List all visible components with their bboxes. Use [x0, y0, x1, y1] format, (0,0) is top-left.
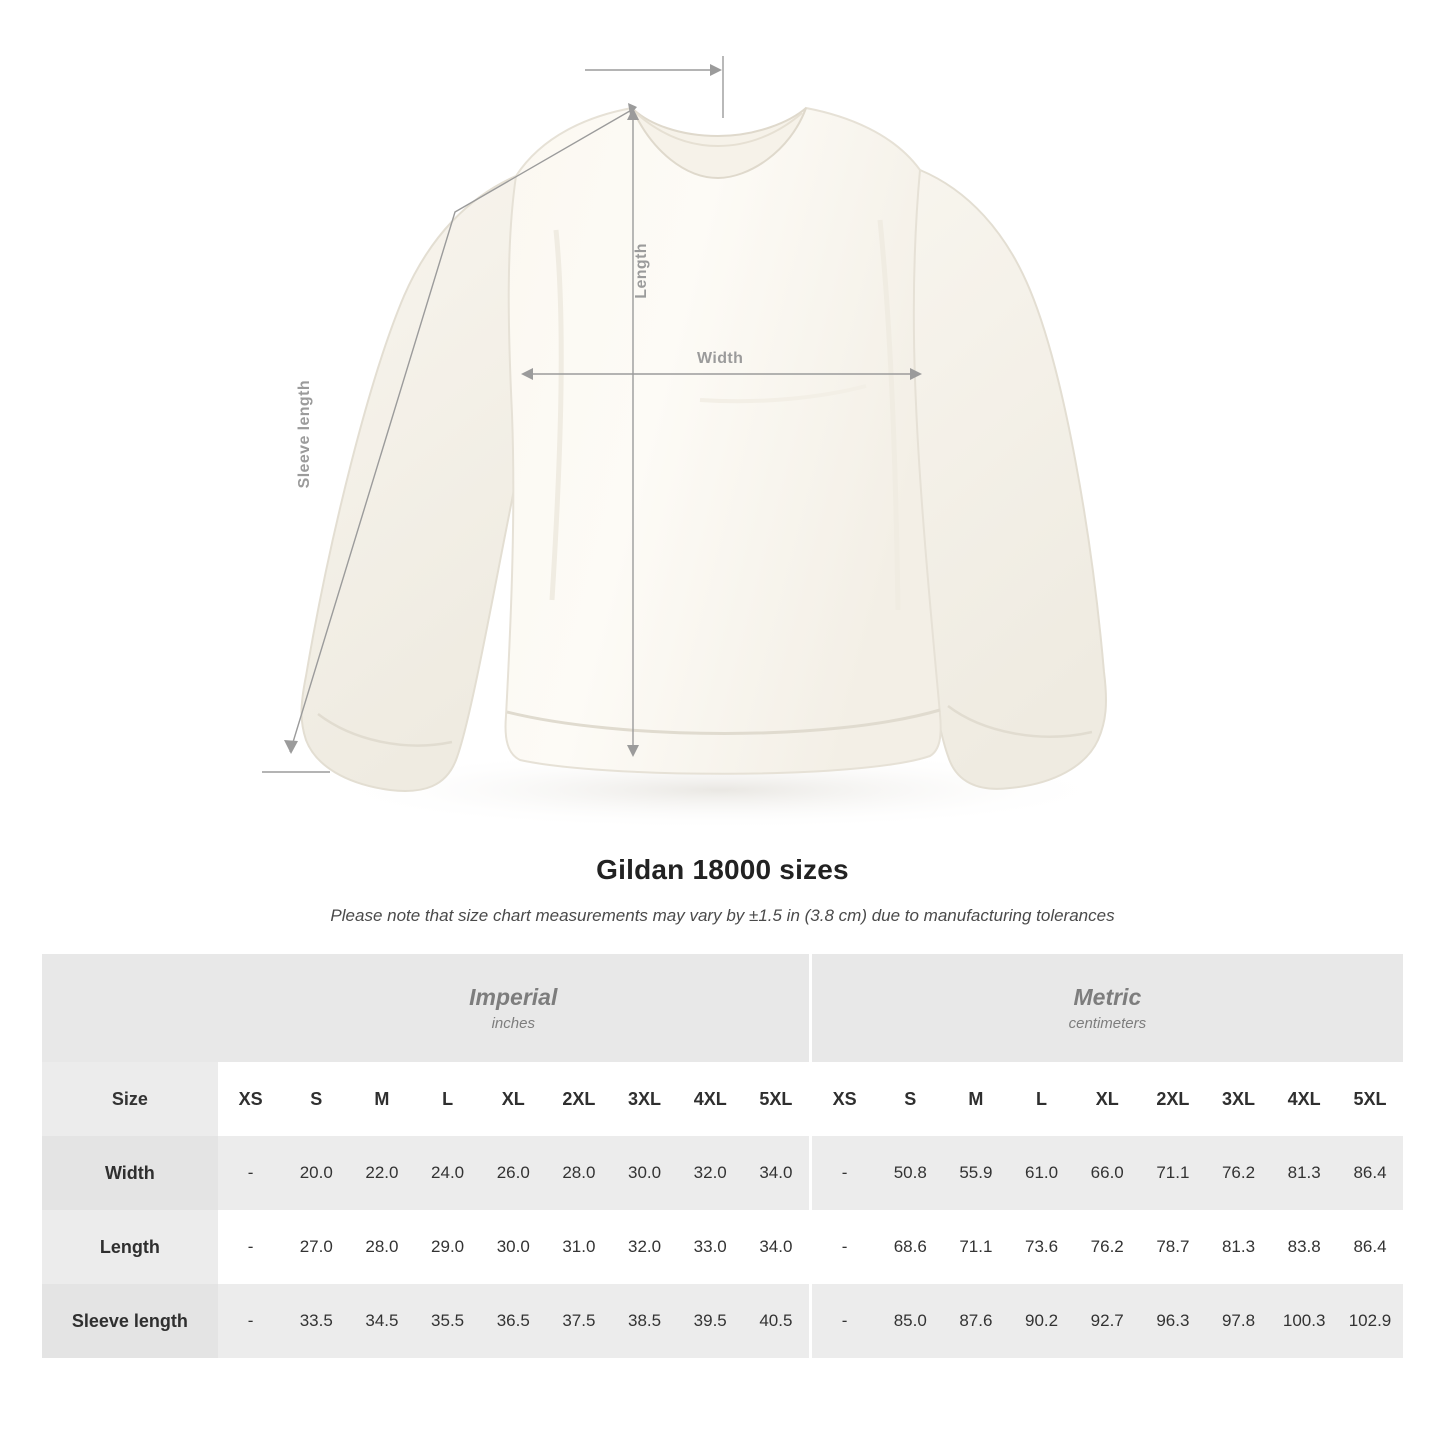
body [506, 108, 941, 774]
imperial-header-title: Imperial [469, 983, 558, 1010]
size-header-metric-4xl: 4XL [1271, 1062, 1337, 1136]
size-header-imperial-s: S [283, 1062, 349, 1136]
size-header-imperial-m: M [349, 1062, 415, 1136]
cell-imperial: 33.0 [677, 1210, 743, 1284]
cell-metric: 102.9 [1337, 1284, 1403, 1358]
left-sleeve [302, 176, 535, 791]
unit-header-row [42, 954, 1403, 1062]
size-header-metric-xs: XS [812, 1062, 878, 1136]
row-label: Width [42, 1136, 218, 1210]
size-header-imperial-xs: XS [218, 1062, 284, 1136]
cell-imperial: 34.5 [349, 1284, 415, 1358]
row-label: Sleeve length [42, 1284, 218, 1358]
metric-header-title: Metric [1073, 983, 1142, 1010]
cell-metric: 83.8 [1271, 1210, 1337, 1284]
cell-imperial: 32.0 [612, 1210, 678, 1284]
cell-metric: - [812, 1284, 878, 1358]
cell-imperial: 30.0 [480, 1210, 546, 1284]
cell-imperial: 33.5 [283, 1284, 349, 1358]
cell-metric: 85.0 [877, 1284, 943, 1358]
row-label: Length [42, 1210, 218, 1284]
cell-imperial: 35.5 [415, 1284, 481, 1358]
cell-imperial: - [218, 1210, 284, 1284]
width-label: Width [697, 350, 744, 367]
cell-metric: 90.2 [1009, 1284, 1075, 1358]
metric-header [812, 954, 1403, 1062]
size-header-metric-5xl: 5XL [1337, 1062, 1403, 1136]
cell-metric: 71.1 [1140, 1136, 1206, 1210]
cell-metric: 73.6 [1009, 1210, 1075, 1284]
size-table-container [0, 954, 1445, 1358]
size-header-imperial-2xl: 2XL [546, 1062, 612, 1136]
size-table [42, 954, 1403, 1358]
cell-metric: 55.9 [943, 1136, 1009, 1210]
cell-metric: 78.7 [1140, 1210, 1206, 1284]
unit-header-spacer [42, 954, 218, 1062]
table-row [42, 1136, 1403, 1210]
size-header-imperial-xl: XL [480, 1062, 546, 1136]
cell-metric: 66.0 [1074, 1136, 1140, 1210]
cell-imperial: 20.0 [283, 1136, 349, 1210]
cell-imperial: 24.0 [415, 1136, 481, 1210]
cell-metric: 76.2 [1206, 1136, 1272, 1210]
cell-imperial: 34.0 [743, 1136, 809, 1210]
cell-imperial: 32.0 [677, 1136, 743, 1210]
metric-header-subtitle: centimeters [1068, 1015, 1147, 1033]
cell-metric: - [812, 1136, 878, 1210]
cell-metric: 87.6 [943, 1284, 1009, 1358]
cell-metric: 97.8 [1206, 1284, 1272, 1358]
cell-imperial: 37.5 [546, 1284, 612, 1358]
size-header-imperial-5xl: 5XL [743, 1062, 809, 1136]
length-label: Length [633, 243, 650, 299]
cell-metric: 76.2 [1074, 1210, 1140, 1284]
size-header-metric-2xl: 2XL [1140, 1062, 1206, 1136]
size-header-metric-l: L [1009, 1062, 1075, 1136]
cell-imperial: 30.0 [612, 1136, 678, 1210]
cell-imperial: - [218, 1136, 284, 1210]
cell-imperial: 26.0 [480, 1136, 546, 1210]
size-header-imperial-l: L [415, 1062, 481, 1136]
size-header-metric-m: M [943, 1062, 1009, 1136]
cell-imperial: 34.0 [743, 1210, 809, 1284]
cell-metric: 96.3 [1140, 1284, 1206, 1358]
cell-metric: 81.3 [1206, 1210, 1272, 1284]
cell-metric: 86.4 [1337, 1210, 1403, 1284]
size-header-metric-s: S [877, 1062, 943, 1136]
cell-metric: 71.1 [943, 1210, 1009, 1284]
tolerance-note: Please note that size chart measurements may vary by ±1.5 in (3.8 cm) due to manufacturing tolerances [330, 906, 1115, 925]
cell-metric: 100.3 [1271, 1284, 1337, 1358]
cell-imperial: 31.0 [546, 1210, 612, 1284]
size-header-imperial-3xl: 3XL [612, 1062, 678, 1136]
cell-metric: 68.6 [877, 1210, 943, 1284]
cell-metric: 61.0 [1009, 1136, 1075, 1210]
row-header-size: Size [42, 1062, 218, 1136]
cell-imperial: - [218, 1284, 284, 1358]
cell-imperial: 39.5 [677, 1284, 743, 1358]
size-header-row [42, 1062, 1403, 1136]
cell-imperial: 22.0 [349, 1136, 415, 1210]
cell-metric: 92.7 [1074, 1284, 1140, 1358]
table-row [42, 1284, 1403, 1358]
cell-imperial: 40.5 [743, 1284, 809, 1358]
shoulder-leader [585, 56, 723, 118]
cell-metric: - [812, 1210, 878, 1284]
cell-metric: 86.4 [1337, 1136, 1403, 1210]
imperial-header [218, 954, 809, 1062]
size-header-imperial-4xl: 4XL [677, 1062, 743, 1136]
cell-imperial: 28.0 [546, 1136, 612, 1210]
cell-imperial: 36.5 [480, 1284, 546, 1358]
page-title: Gildan 18000 sizes [596, 854, 849, 885]
table-row [42, 1210, 1403, 1284]
cell-metric: 81.3 [1271, 1136, 1337, 1210]
imperial-header-subtitle: inches [491, 1015, 535, 1033]
size-header-metric-3xl: 3XL [1206, 1062, 1272, 1136]
cell-imperial: 29.0 [415, 1210, 481, 1284]
cell-imperial: 28.0 [349, 1210, 415, 1284]
cell-imperial: 38.5 [612, 1284, 678, 1358]
cell-metric: 50.8 [877, 1136, 943, 1210]
sleeve-length-label: Sleeve length [296, 380, 313, 489]
size-header-metric-xl: XL [1074, 1062, 1140, 1136]
cell-imperial: 27.0 [283, 1210, 349, 1284]
